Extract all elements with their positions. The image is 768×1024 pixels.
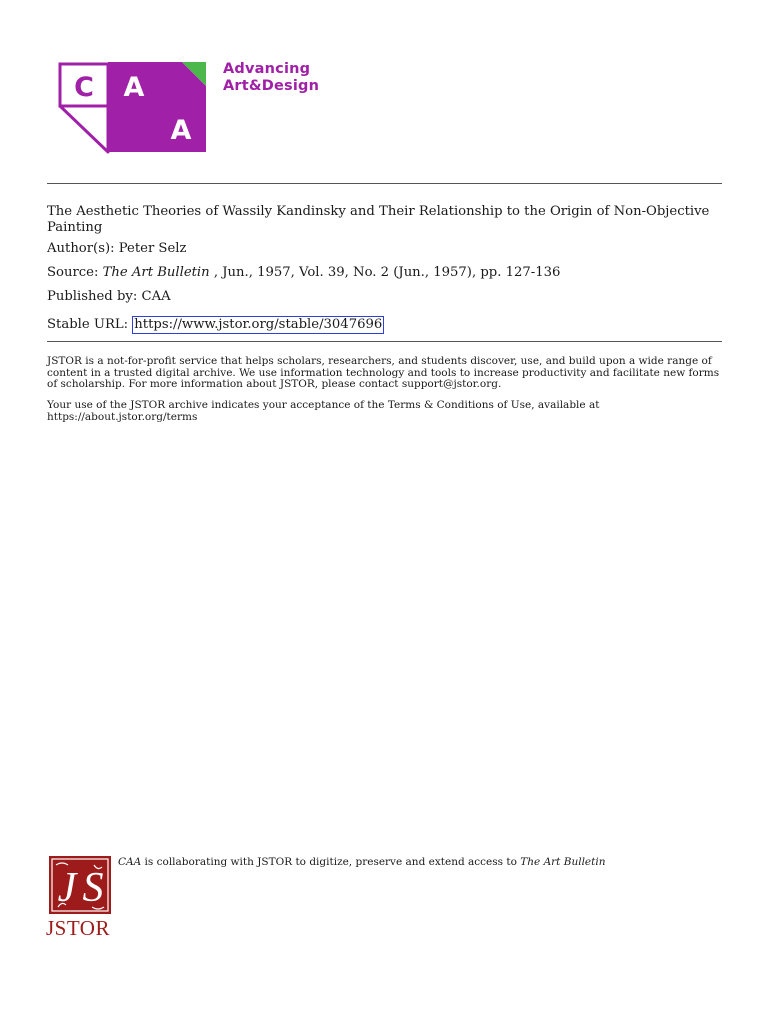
stable-url-line (47, 316, 717, 334)
jstor-wordmark: JSTOR (46, 916, 110, 940)
jstor-notice-paragraph: JSTOR is a not-for-profit service that helps scholars, researchers, and students discover, use, and build upon a wide range of content in a trusted digital archive. We use information technology and tools to increase productivity and facilitate new forms of scholarship. For more information about JSTOR, please contact support@jstor.org. (47, 355, 720, 390)
svg-text:J: J (57, 865, 77, 911)
publisher-line (47, 289, 717, 305)
collab-text: is collaborating with JSTOR to digitize, preserve and extend access to (141, 856, 521, 868)
logo-letter-a1: A (123, 72, 145, 103)
logo-letter-a2: A (170, 115, 192, 146)
collab-partner: CAA (118, 856, 142, 868)
author-line (47, 241, 717, 257)
terms-notice-paragraph: Your use of the JSTOR archive indicates your acceptance of the Terms & Conditions of Use, available at https://about.jstor.org/terms (47, 399, 600, 423)
stable-url-label: Stable URL: (47, 317, 133, 332)
publisher-name: CAA (141, 289, 171, 304)
author-name: Peter Selz (118, 241, 187, 256)
source-label: Source: (47, 265, 103, 280)
author-label: Author(s): (47, 241, 119, 256)
top-divider (47, 183, 722, 184)
svg-text:S: S (82, 865, 104, 911)
logo-letter-c: C (74, 72, 94, 103)
publisher-label: Published by: (47, 289, 142, 304)
source-journal: The Art Bulletin (102, 265, 210, 280)
logo-tagline-advancing: Advancing (223, 61, 311, 77)
logo-tagline-art-design: Art&Design (223, 78, 320, 94)
caa-logo (58, 62, 208, 156)
source-line (47, 265, 717, 281)
stable-url-link[interactable]: https://www.jstor.org/stable/3047696 (134, 317, 383, 332)
jstor-seal-icon (48, 855, 112, 915)
middle-divider (47, 341, 722, 342)
collab-journal: The Art Bulletin (520, 856, 606, 868)
article-title: The Aesthetic Theories of Wassily Kandinsky and Their Relationship to the Origin of Non-Objective Painting (47, 204, 710, 235)
source-details: , Jun., 1957, Vol. 39, No. 2 (Jun., 1957), pp. 127-136 (209, 265, 561, 280)
collaboration-note (118, 856, 605, 868)
